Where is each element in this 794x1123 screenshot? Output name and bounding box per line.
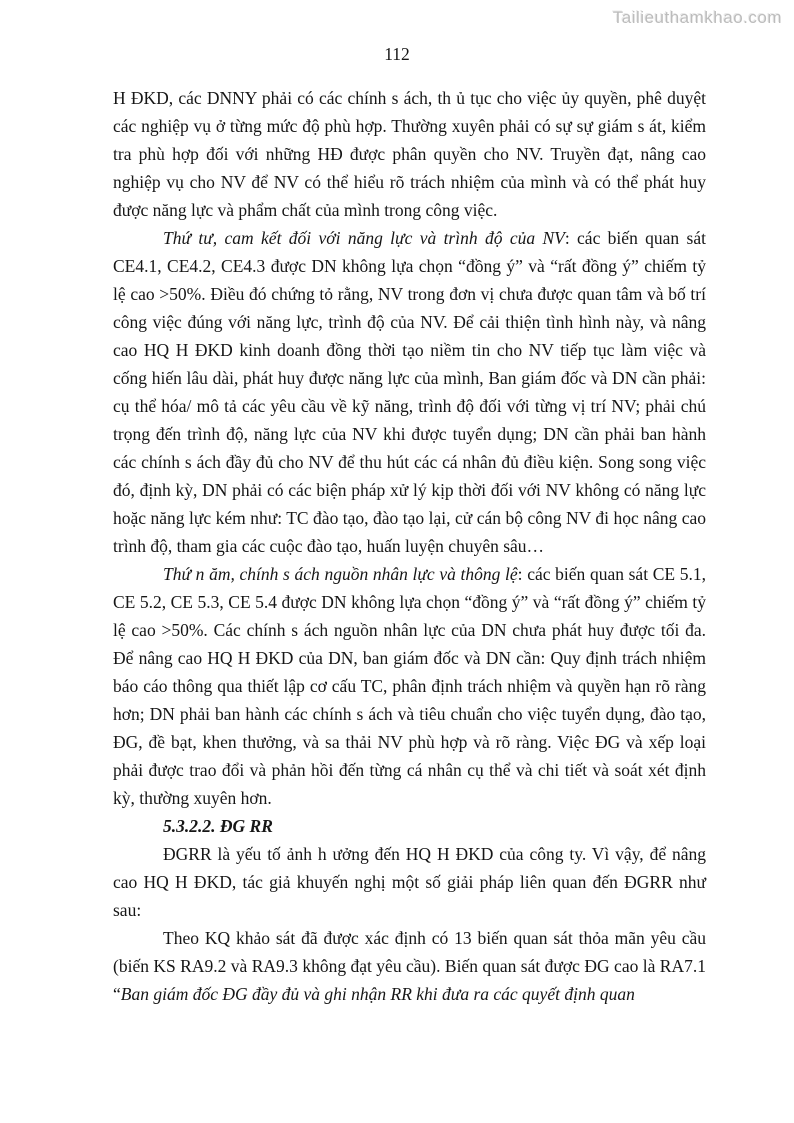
paragraph-thu-tu: [113, 224, 706, 560]
paragraph-thu-nam: [113, 560, 706, 812]
paragraph-survey-result: [113, 924, 706, 1008]
paragraph-body-text: : các biến quan sát CE 5.1, CE 5.2, CE 5.3, CE 5.4 được DN không lựa chọn “đồng ý” và “rất đồng ý” chiếm tỷ lệ cao >50%. Các chính s ách nguồn nhân lực của DN chưa phát huy được tối đa. Để nâng cao HQ H ĐKD của DN, ban giám đốc và DN cần: Quy định trách nhiệm báo cáo thông qua thiết lập cơ cấu TC, phân định trách nhiệm và quyền hạn rõ ràng hơn; DN phải ban hành các chính s ách và tiêu chuẩn cho việc tuyển dụng, đào tạo, ĐG, đề bạt, khen thưởng, và sa thải NV phù hợp và rõ ràng. Việc ĐG và xếp loại phải được trao đổi và phản hồi đến từng cá nhân cụ thể và chi tiết và soát xét định kỳ, thường xuyên hơn.: [113, 564, 706, 808]
section-heading-5322: 5.3.2.2. ĐG RR: [163, 816, 273, 836]
document-body: [113, 84, 706, 1008]
watermark-text: Tailieuthamkhao.com: [612, 8, 782, 27]
paragraph-dgrr-intro: ĐGRR là yếu tố ảnh h ưởng đến HQ H ĐKD của công ty. Vì vậy, để nâng cao HQ H ĐKD, tác giả khuyến nghị một số giải pháp liên quan đến ĐGRR như sau:: [113, 844, 706, 920]
paragraph-lead-italic: Thứ tư, cam kết đối với năng lực và trình độ của NV: [163, 228, 565, 248]
paragraph-body-text: : các biến quan sát CE4.1, CE4.2, CE4.3 được DN không lựa chọn “đồng ý” và “rất đồng ý” chiếm tỷ lệ cao >50%. Điều đó chứng tỏ rằng, NV trong đơn vị chưa được quan tâm và bố trí công việc đúng với năng lực, trình độ của NV. Để cải thiện tình hình này, và nâng cao HQ H ĐKD kinh doanh đồng thời tạo niềm tin cho NV tiếp tục làm việc và cống hiến lâu dài, phát huy được năng lực của mình, Ban giám đốc và DN cần phải: cụ thể hóa/ mô tả các yêu cầu về kỹ năng, trình độ đối với từng vị trí NV; phải chú trọng đến trình độ, năng lực của NV khi được tuyển dụng; DN cần phải ban hành các chính s ách đầy đủ cho NV để thu hút các cá nhân đủ điều kiện. Song song việc đó, định kỳ, DN phải có các biện pháp xử lý kịp thời đối với NV không có năng lực hoặc năng lực kém như: TC đào tạo, đào tạo lại, cử cán bộ công NV đi học nâng cao trình độ, tham gia các cuộc đào tạo, huấn luyện chuyên sâu…: [113, 228, 706, 556]
paragraph-continuation: H ĐKD, các DNNY phải có các chính s ách, th ủ tục cho việc ủy quyền, phê duyệt các nghiệp vụ ở từng mức độ phù hợp. Thường xuyên phải có sự sự giám s át, kiểm tra phù hợp đối với những HĐ được phân quyền cho NV. Truyền đạt, nâng cao nghiệp vụ cho NV để NV có thể hiểu rõ trách nhiệm của mình và có thể phát huy được năng lực và phẩm chất của mình trong công việc.: [113, 88, 706, 220]
paragraph-body-text: Theo KQ khảo sát đã được xác định có 13 biến quan sát thỏa mãn yêu cầu (biến KS RA9.2 và RA9.3 không đạt yêu cầu). Biến quan sát được ĐG cao là RA7.1 “: [113, 928, 706, 1004]
page-number: 112: [384, 44, 410, 64]
paragraph-quote-italic: Ban giám đốc ĐG đầy đủ và ghi nhận RR khi đưa ra các quyết định quan: [120, 984, 635, 1004]
paragraph-lead-italic: Thứ n ăm, chính s ách nguồn nhân lực và thông lệ: [163, 564, 518, 584]
